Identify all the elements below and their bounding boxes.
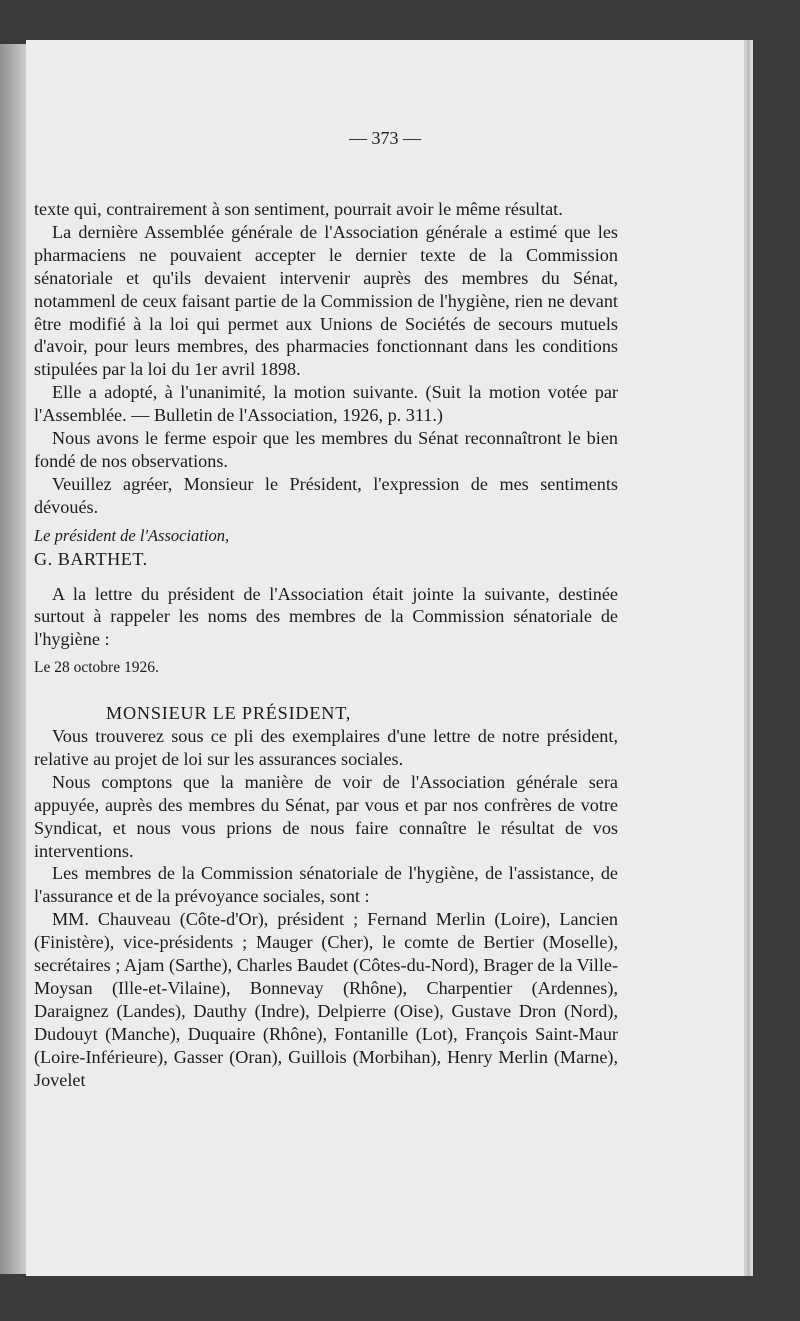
page-body [34, 198, 618, 1092]
paragraph-hope: Nous avons le ferme espoir que les membres du Sénat reconnaîtront le bien fondé de nos observations. [34, 428, 618, 471]
paragraph-closing: Veuillez agréer, Monsieur le Président, l'expression de mes sentiments dévoués. [34, 473, 618, 517]
page-number: — 373 — [349, 128, 421, 148]
paragraph-enclosure: A la lettre du président de l'Association était jointe la suivante, destinée surtout à rappeler les noms des membres de la Commission sénatoriale de l'hygiène : [34, 583, 618, 650]
book-page [26, 40, 744, 1276]
paragraph-motion: Elle a adopté, à l'unanimité, la motion suivante. (Suit la motion votée par l'Assemblée. — Bulletin de l'Association, 1926, p. 311.) [34, 382, 618, 426]
letter-date: Le 28 octobre 1926. [34, 659, 159, 677]
paragraph-assembly: La dernière Assemblée générale de l'Association générale a estimé que les pharmaciens ne pouvaient accepter le dernier texte de la Commission sénatoriale et qu'ils devaient intervenir auprès des membres du Sénat, notammenl de ceux faisant partie de la Commission de l'hygiène, rien ne devant être modifié à la loi qui permet aux Unions de Sociétés de secours mutuels d'avoir, pour leurs membres, des pharmacies fonctionnant dans les conditions stipulées par la loi du 1er avril 1898. [34, 221, 618, 380]
signature-name: G. BARTHET. [34, 548, 148, 569]
paragraph-support: Nous comptons que la manière de voir de l'Association générale sera appuyée, auprès des membres du Sénat, par vous et par nos confrères de votre Syndicat, et nous vous prions de nous faire connaître le résultat de vos interventions. [34, 771, 618, 861]
salutation: MONSIEUR LE PRÉSIDENT, [106, 703, 352, 724]
paragraph-continuation: texte qui, contrairement à son sentiment, pourrait avoir le même résultat. [34, 199, 563, 219]
adjacent-page-edge [0, 44, 28, 1274]
paragraph-enclosed-copies: Vous trouverez sous ce pli des exemplaires d'une lettre de notre président, relative au projet de loi sur les assurances sociales. [34, 726, 618, 769]
paragraph-members-list: MM. Chauveau (Côte-d'Or), président ; Fernand Merlin (Loire), Lancien (Finistère), vice-présidents ; Mauger (Cher), le comte de Bertier (Moselle), secrétaires ; Ajam (Sarthe), Charles Baudet (Côtes-du-Nord), Brager de la Ville-Moysan (Ille-et-Vilaine), Bonnevay (Rhône), Charpentier (Ardennes), Daraignez (Landes), Dauthy (Indre), Delpierre (Oise), Gustave Dron (Nord), Dudouyt (Manche), Duquaire (Rhône), Fontanille (Lot), François Saint-Maur (Loire-Inférieure), Gasser (Oran), Guillois (Morbihan), Henry Merlin (Marne), Jovelet [34, 909, 618, 1090]
paragraph-commission-intro: Les membres de la Commission sénatoriale de l'hygiène, de l'assistance, de l'assurance et de la prévoyance sociales, sont : [34, 863, 618, 907]
signature-title: Le président de l'Association, [34, 525, 230, 545]
